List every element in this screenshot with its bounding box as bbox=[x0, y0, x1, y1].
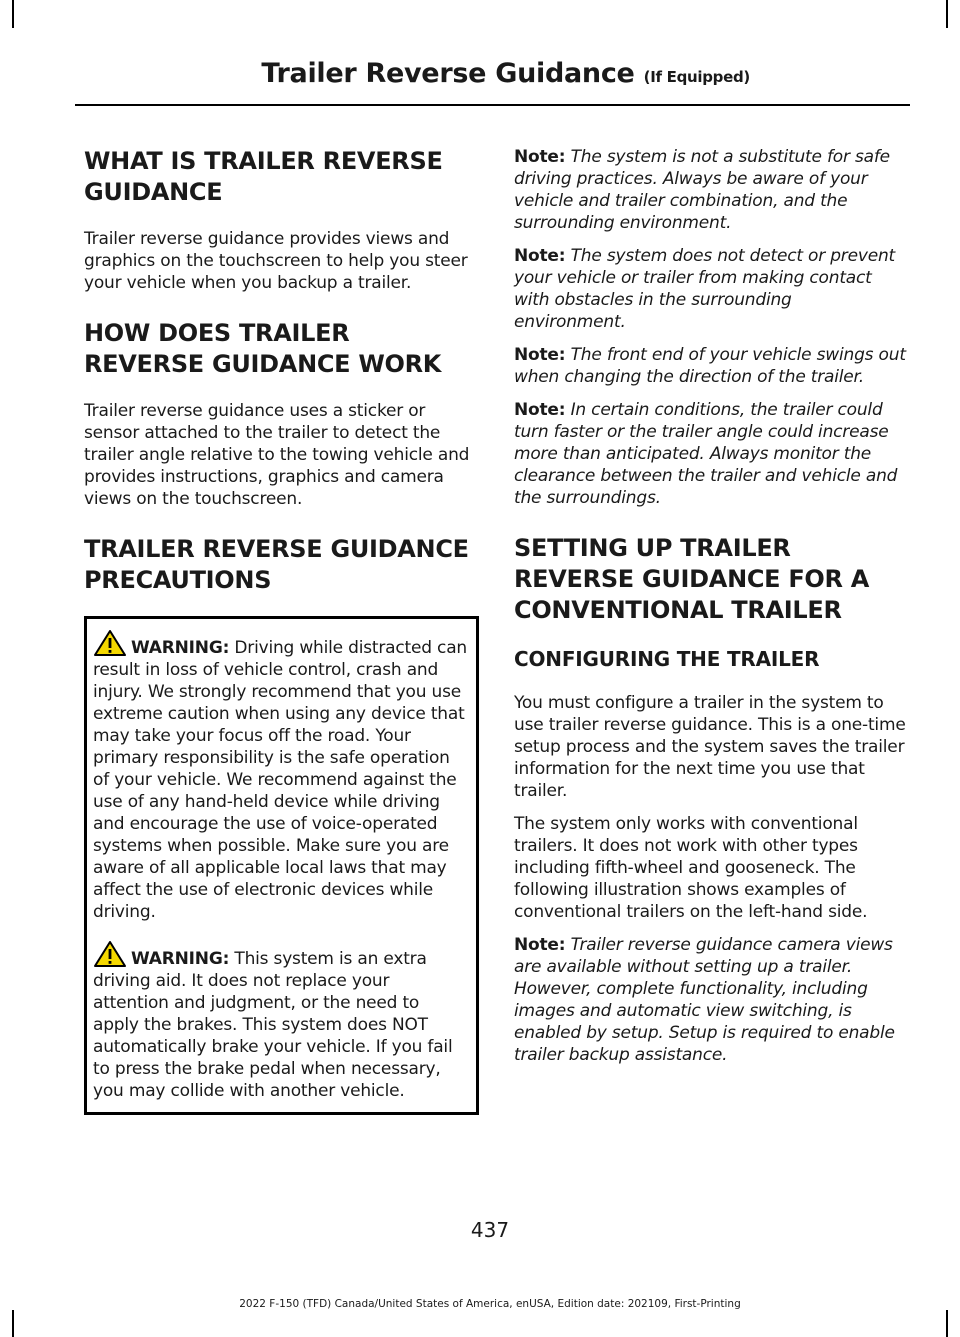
subsection-title-configuring: CONFIGURING THE TRAILER bbox=[514, 647, 820, 671]
note-4-label: Note: bbox=[514, 400, 566, 420]
note-3-label: Note: bbox=[514, 345, 566, 365]
section-title-how-it-works: HOW DOES TRAILER REVERSE GUIDANCE WORK bbox=[84, 319, 442, 378]
warning-box bbox=[84, 616, 479, 1115]
header-divider bbox=[75, 104, 910, 106]
page-footer: 2022 F-150 (TFD) Canada/United States of America, enUSA, Edition date: 202109, First-Printing bbox=[239, 1298, 741, 1310]
note-4-text: In certain conditions, the trailer could turn faster or the trailer angle could increase more than anticipated. Always monitor the clearance between the trailer and vehicle and the surroundings. bbox=[514, 400, 898, 508]
left-column bbox=[84, 146, 476, 1115]
crop-mark-bottom-right bbox=[946, 1310, 948, 1337]
page-number: 437 bbox=[470, 1218, 510, 1242]
note-3 bbox=[514, 344, 907, 388]
warning-2 bbox=[93, 940, 468, 1102]
warning-1 bbox=[93, 629, 468, 923]
note-5 bbox=[514, 934, 907, 1066]
section-body-what-is: Trailer reverse guidance provides views and graphics on the touchscreen to help you steer your vehicle when you backup a trailer. bbox=[84, 229, 468, 293]
note-3-text: The front end of your vehicle swings out when changing the direction of the trailer. bbox=[514, 345, 906, 387]
note-1-text: The system is not a substitute for safe driving practices. Always be aware of your vehicle and trailer combination, and the surrounding environment. bbox=[514, 147, 890, 233]
configure-paragraph-1: You must configure a trailer in the system to use trailer reverse guidance. This is a one-time setup process and the system saves the trailer information for the next time you use that trailer. bbox=[514, 693, 906, 801]
page-header-title bbox=[261, 58, 750, 89]
header-title-sub: (If Equipped) bbox=[643, 68, 750, 86]
warning-1-label: WARNING: bbox=[131, 638, 230, 658]
note-5-text: Trailer reverse guidance camera views are available without setting up a trailer. However, complete functionality, including images and automatic view switching, is enabled by setup. Setup is required to enable trailer backup assistance. bbox=[514, 935, 895, 1065]
configure-paragraph-2: The system only works with conventional trailers. It does not work with other types including fifth-wheel and gooseneck. The following illustration shows examples of conventional trailers on the left-hand side. bbox=[514, 814, 868, 922]
right-column bbox=[514, 146, 907, 1077]
note-2-text: The system does not detect or prevent your vehicle or trailer from making contact with obstacles in the surrounding environment. bbox=[514, 246, 896, 332]
warning-2-text: This system is an extra driving aid. It does not replace your attention and judgment, or the need to apply the brakes. This system does NOT automatically brake your vehicle. If you fail to press the brake pedal when necessary, you may collide with another vehicle. bbox=[93, 949, 453, 1101]
section-title-setting-up: SETTING UP TRAILER REVERSE GUIDANCE FOR A CONVENTIONAL TRAILER bbox=[514, 534, 870, 624]
note-2 bbox=[514, 245, 907, 333]
section-title-what-is: WHAT IS TRAILER REVERSE GUIDANCE bbox=[84, 147, 443, 206]
note-1 bbox=[514, 146, 907, 234]
note-4 bbox=[514, 399, 907, 509]
crop-mark-bottom-left bbox=[12, 1310, 14, 1337]
crop-mark-top-right bbox=[946, 0, 948, 28]
warning-2-label: WARNING: bbox=[131, 949, 230, 969]
section-body-how-it-works: Trailer reverse guidance uses a sticker or sensor attached to the trailer to detect the trailer angle relative to the towing vehicle and provides instructions, graphics and camera views on the touchscreen. bbox=[84, 401, 470, 509]
header-title-main: Trailer Reverse Guidance bbox=[261, 58, 635, 89]
warning-triangle-icon bbox=[93, 940, 127, 968]
crop-mark-top-left bbox=[12, 0, 14, 28]
note-5-label: Note: bbox=[514, 935, 566, 955]
warning-triangle-icon bbox=[93, 629, 127, 657]
note-2-label: Note: bbox=[514, 246, 566, 266]
warning-1-text: Driving while distracted can result in loss of vehicle control, crash and injury. We strongly recommend that you use extreme caution when using any device that may take your focus off the road. Your primary responsibility is the safe operation of your vehicle. We recommend against the use of any hand-held device while driving and encourage the use of voice-operated systems when possible. Make sure you are aware of all applicable local laws that may affect the use of electronic devices while driving. bbox=[93, 638, 467, 922]
section-title-precautions: TRAILER REVERSE GUIDANCE PRECAUTIONS bbox=[84, 535, 469, 594]
note-1-label: Note: bbox=[514, 147, 566, 167]
